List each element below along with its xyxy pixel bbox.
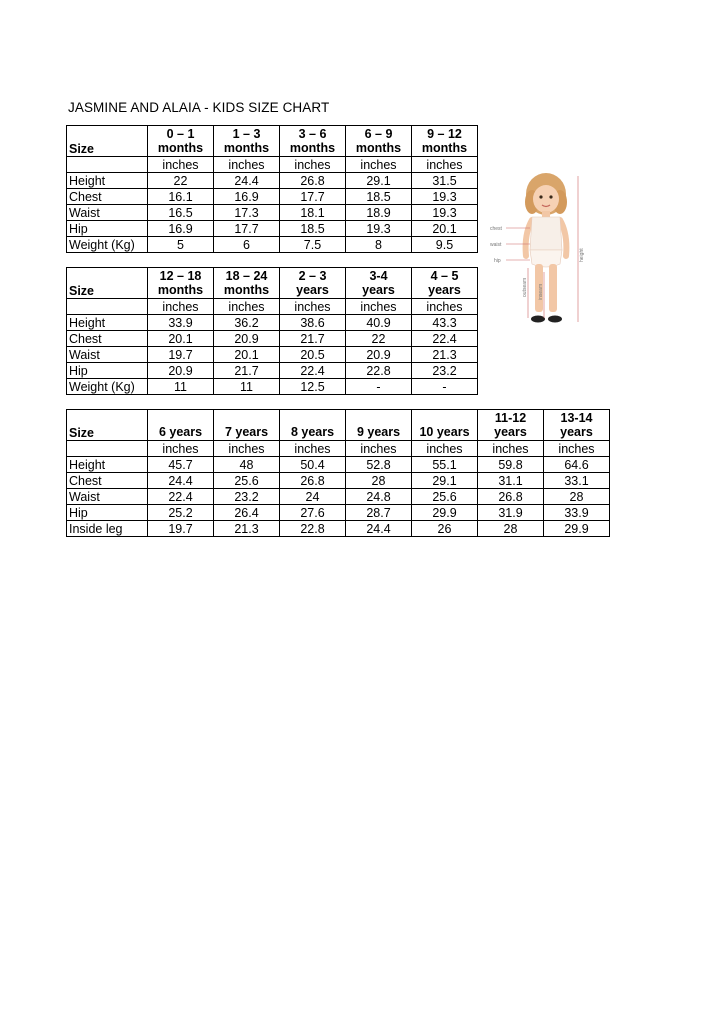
unit-cell: inches xyxy=(148,299,214,315)
header-line: 18 – 24 xyxy=(225,269,268,283)
measurement-cell: 33.9 xyxy=(148,315,214,331)
header-line: 9 – 12 xyxy=(427,127,462,141)
measurement-cell: 26.8 xyxy=(280,473,346,489)
header-line: 6 – 9 xyxy=(364,127,393,141)
measurement-cell: 9.5 xyxy=(412,237,478,253)
measurement-cell: 7.5 xyxy=(280,237,346,253)
measurement-cell: 29.1 xyxy=(346,173,412,189)
measurement-cell: 17.7 xyxy=(280,189,346,205)
unit-cell xyxy=(67,299,148,315)
unit-cell: inches xyxy=(148,441,214,457)
unit-cell: inches xyxy=(478,441,544,457)
column-header-cell xyxy=(214,268,280,299)
measurement-cell: 24.4 xyxy=(214,173,280,189)
units-row xyxy=(67,299,478,315)
table-row xyxy=(67,189,478,205)
measurement-cell: 21.3 xyxy=(412,347,478,363)
table-row xyxy=(67,521,610,537)
row-label-cell: Chest xyxy=(67,189,148,205)
row-label-cell: Waist xyxy=(67,347,148,363)
column-header-cell xyxy=(148,126,214,157)
column-header-cell xyxy=(544,410,610,441)
measurement-cell: 24 xyxy=(280,489,346,505)
header-line xyxy=(414,412,475,426)
units-row xyxy=(67,157,478,173)
measurement-cell: 16.5 xyxy=(148,205,214,221)
row-label-cell: Waist xyxy=(67,205,148,221)
measurement-cell: 18.5 xyxy=(280,221,346,237)
unit-cell: inches xyxy=(346,441,412,457)
row-label-cell: Height xyxy=(67,173,148,189)
row-label-cell: Height xyxy=(67,457,148,473)
measurement-cell: 22 xyxy=(346,331,412,347)
row-label-cell: Waist xyxy=(67,489,148,505)
measurement-cell: 17.3 xyxy=(214,205,280,221)
header-line: years xyxy=(296,283,329,297)
header-line: 0 – 1 xyxy=(166,127,195,141)
measurement-cell: 21.7 xyxy=(280,331,346,347)
measurement-cell: 26 xyxy=(412,521,478,537)
measurement-cell: 50.4 xyxy=(280,457,346,473)
measurement-cell: 43.3 xyxy=(412,315,478,331)
outseam-label: outseam xyxy=(522,277,528,297)
header-line: years xyxy=(362,283,395,297)
size-header-cell: Size xyxy=(67,126,148,157)
measurement-cell: 18.9 xyxy=(346,205,412,221)
measurement-cell: 31.5 xyxy=(412,173,478,189)
measurement-cell: 26.8 xyxy=(280,173,346,189)
measurement-cell: 24.4 xyxy=(346,521,412,537)
header-line: 8 years xyxy=(290,425,335,439)
header-line: months xyxy=(421,141,468,155)
measurement-cell: 25.2 xyxy=(148,505,214,521)
measurement-cell: 8 xyxy=(346,237,412,253)
measurement-cell: 28 xyxy=(346,473,412,489)
unit-cell: inches xyxy=(346,157,412,173)
header-line: 12 – 18 xyxy=(159,269,202,283)
measurement-cell: 31.9 xyxy=(478,505,544,521)
measurement-cell: 40.9 xyxy=(346,315,412,331)
header-line: 2 – 3 xyxy=(298,269,327,283)
table-row xyxy=(67,315,478,331)
table-row xyxy=(67,221,478,237)
measurement-cell: 22.4 xyxy=(148,489,214,505)
measurement-cell: 17.7 xyxy=(214,221,280,237)
measurement-cell: 59.8 xyxy=(478,457,544,473)
header-line: years xyxy=(560,425,593,439)
measurement-cell: 55.1 xyxy=(412,457,478,473)
measurement-cell: 38.6 xyxy=(280,315,346,331)
table-row xyxy=(67,473,610,489)
measurement-cell: 48 xyxy=(214,457,280,473)
measurement-cell: 16.9 xyxy=(148,221,214,237)
table-header-row xyxy=(67,126,478,157)
size-table-kids xyxy=(66,409,610,537)
measurement-cell: 22 xyxy=(148,173,214,189)
measurement-cell: 25.6 xyxy=(412,489,478,505)
measurement-cell: 29.1 xyxy=(412,473,478,489)
table-row xyxy=(67,205,478,221)
child-measurement-illustration xyxy=(486,172,594,342)
measurement-cell: 22.4 xyxy=(280,363,346,379)
header-line: months xyxy=(223,141,270,155)
size-table-toddler xyxy=(66,267,478,395)
measurement-cell: 21.3 xyxy=(214,521,280,537)
measurement-cell: 52.8 xyxy=(346,457,412,473)
header-line: 10 years xyxy=(419,425,470,439)
measurement-cell: 28.7 xyxy=(346,505,412,521)
table-row xyxy=(67,489,610,505)
measurement-cell: 22.8 xyxy=(280,521,346,537)
measurement-cell: 18.5 xyxy=(346,189,412,205)
size-table-infant xyxy=(66,125,478,253)
size-header-cell: Size xyxy=(67,410,148,441)
unit-cell: inches xyxy=(280,157,346,173)
column-header-cell xyxy=(280,126,346,157)
column-header-cell xyxy=(280,268,346,299)
inseam-label: inseam xyxy=(538,283,544,300)
height-label: height xyxy=(579,248,585,262)
table-row xyxy=(67,237,478,253)
header-line xyxy=(348,412,409,426)
header-line: months xyxy=(157,283,204,297)
column-header-cell xyxy=(412,410,478,441)
measurement-cell: 20.1 xyxy=(148,331,214,347)
measurement-cell: 6 xyxy=(214,237,280,253)
measurement-cell: 45.7 xyxy=(148,457,214,473)
unit-cell: inches xyxy=(148,157,214,173)
measurement-cell: 20.9 xyxy=(346,347,412,363)
header-line: months xyxy=(157,141,204,155)
measurement-cell: 29.9 xyxy=(412,505,478,521)
measurement-cell: 25.6 xyxy=(214,473,280,489)
unit-cell: inches xyxy=(346,299,412,315)
measurement-cell: 16.1 xyxy=(148,189,214,205)
measurement-cell: 33.9 xyxy=(544,505,610,521)
measurement-cell: 22.4 xyxy=(412,331,478,347)
left-shoe-shape xyxy=(531,316,545,323)
measurement-cell: 29.9 xyxy=(544,521,610,537)
measurement-cell: 31.1 xyxy=(478,473,544,489)
header-line: 7 years xyxy=(224,425,269,439)
unit-cell: inches xyxy=(214,441,280,457)
row-label-cell: Hip xyxy=(67,363,148,379)
column-header-cell xyxy=(346,410,412,441)
measurement-cell: 36.2 xyxy=(214,315,280,331)
header-line: 9 years xyxy=(356,425,401,439)
measurement-cell: 20.1 xyxy=(412,221,478,237)
measurement-cell: 23.2 xyxy=(412,363,478,379)
header-line: 4 – 5 xyxy=(430,269,459,283)
unit-cell xyxy=(67,157,148,173)
column-header-cell xyxy=(214,410,280,441)
size-header-cell: Size xyxy=(67,268,148,299)
column-header-cell xyxy=(148,268,214,299)
measurement-cell: 19.7 xyxy=(148,521,214,537)
measurement-cell: 20.9 xyxy=(148,363,214,379)
column-header-cell xyxy=(346,126,412,157)
measurement-cell: 20.5 xyxy=(280,347,346,363)
unit-cell: inches xyxy=(214,299,280,315)
table-row xyxy=(67,331,478,347)
column-header-cell xyxy=(346,268,412,299)
row-label-cell: Chest xyxy=(67,331,148,347)
measurement-cell: 27.6 xyxy=(280,505,346,521)
header-line: 13-14 xyxy=(560,411,593,425)
measurement-cell: 20.9 xyxy=(214,331,280,347)
measurement-cell: 16.9 xyxy=(214,189,280,205)
column-header-cell xyxy=(148,410,214,441)
unit-cell: inches xyxy=(280,299,346,315)
face-shape xyxy=(533,185,559,213)
unit-cell xyxy=(67,441,148,457)
table-header-row xyxy=(67,410,610,441)
table-row xyxy=(67,347,478,363)
measurement-cell: 28 xyxy=(478,521,544,537)
table-row xyxy=(67,505,610,521)
right-shoe-shape xyxy=(548,316,562,323)
column-header-cell xyxy=(478,410,544,441)
unit-cell: inches xyxy=(214,157,280,173)
table-header-row xyxy=(67,268,478,299)
table-row xyxy=(67,363,478,379)
table-row xyxy=(67,379,478,395)
table-row xyxy=(67,173,478,189)
measurement-cell: 23.2 xyxy=(214,489,280,505)
unit-cell: inches xyxy=(412,157,478,173)
measurement-cell: 28 xyxy=(544,489,610,505)
measurement-cell: 19.3 xyxy=(412,189,478,205)
measurement-cell: 24.4 xyxy=(148,473,214,489)
header-line xyxy=(282,412,343,426)
measurement-cell: 11 xyxy=(148,379,214,395)
measurement-cell: 19.3 xyxy=(412,205,478,221)
measurement-cell: 22.8 xyxy=(346,363,412,379)
row-label-cell: Weight (Kg) xyxy=(67,379,148,395)
measurement-cell: 26.4 xyxy=(214,505,280,521)
unit-cell: inches xyxy=(412,441,478,457)
measurement-cell: 24.8 xyxy=(346,489,412,505)
measurement-cell: 12.5 xyxy=(280,379,346,395)
header-line: months xyxy=(289,141,336,155)
table-row xyxy=(67,457,610,473)
unit-cell: inches xyxy=(544,441,610,457)
units-row xyxy=(67,441,610,457)
unit-cell: inches xyxy=(280,441,346,457)
measurement-cell: 19.3 xyxy=(346,221,412,237)
measurement-cell: 18.1 xyxy=(280,205,346,221)
measurement-cell: 20.1 xyxy=(214,347,280,363)
measurement-cell: 19.7 xyxy=(148,347,214,363)
camisole-shape xyxy=(530,217,562,250)
column-header-cell xyxy=(412,268,478,299)
row-label-cell: Inside leg xyxy=(67,521,148,537)
measurement-cell: - xyxy=(412,379,478,395)
row-label-cell: Weight (Kg) xyxy=(67,237,148,253)
waist-label: waist xyxy=(490,242,502,248)
measurement-cell: - xyxy=(346,379,412,395)
measurement-cell: 11 xyxy=(214,379,280,395)
header-line xyxy=(216,412,277,426)
column-header-cell xyxy=(214,126,280,157)
page-title: JASMINE AND ALAIA - KIDS SIZE CHART xyxy=(68,100,330,115)
column-header-cell xyxy=(280,410,346,441)
row-label-cell: Hip xyxy=(67,221,148,237)
header-line: 6 years xyxy=(158,425,203,439)
column-header-cell xyxy=(412,126,478,157)
row-label-cell: Chest xyxy=(67,473,148,489)
header-line: years xyxy=(494,425,527,439)
measurement-cell: 33.1 xyxy=(544,473,610,489)
measurement-cell: 64.6 xyxy=(544,457,610,473)
measurement-cell: 26.8 xyxy=(478,489,544,505)
header-line: 11-12 xyxy=(494,411,527,425)
measurement-cell: 21.7 xyxy=(214,363,280,379)
header-line: 3 – 6 xyxy=(298,127,327,141)
chest-label: chest xyxy=(490,226,502,232)
header-line: months xyxy=(223,283,270,297)
header-line: years xyxy=(428,283,461,297)
measurement-cell: 5 xyxy=(148,237,214,253)
row-label-cell: Height xyxy=(67,315,148,331)
header-line: 1 – 3 xyxy=(232,127,261,141)
row-label-cell: Hip xyxy=(67,505,148,521)
header-line: 3-4 xyxy=(369,269,388,283)
hip-label: hip xyxy=(494,258,501,264)
header-line xyxy=(150,412,211,426)
unit-cell: inches xyxy=(412,299,478,315)
header-line: months xyxy=(355,141,402,155)
